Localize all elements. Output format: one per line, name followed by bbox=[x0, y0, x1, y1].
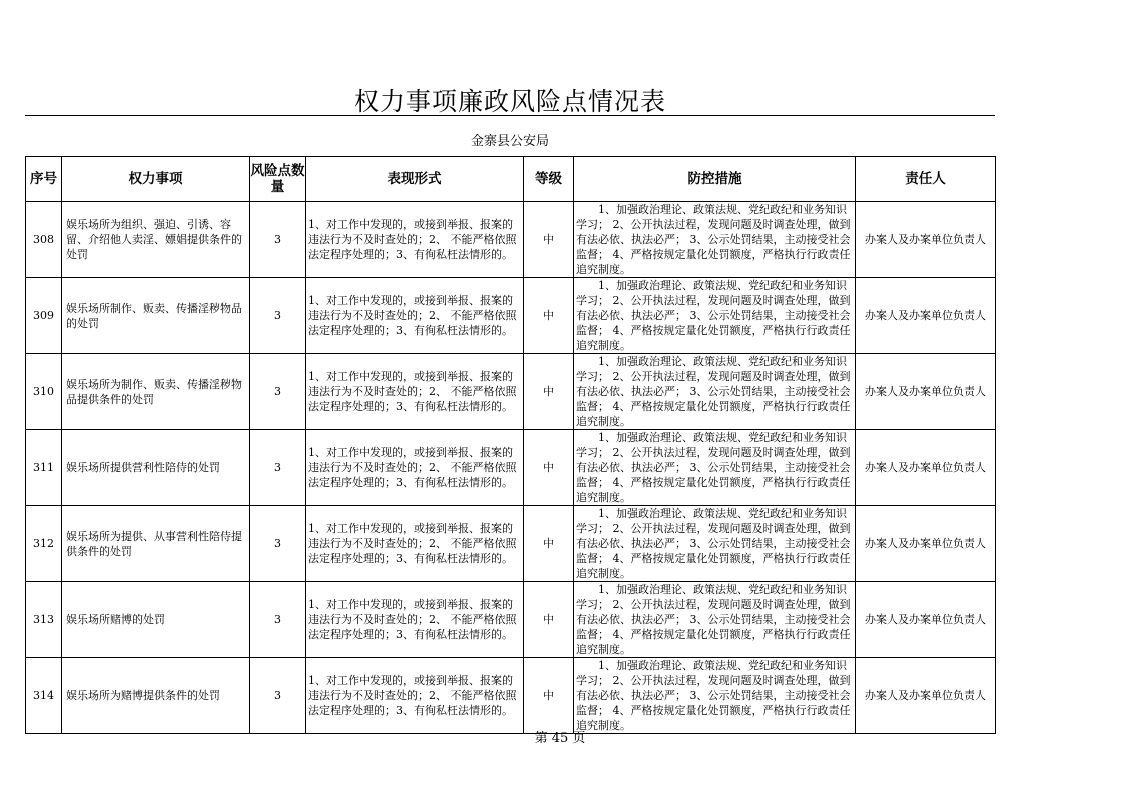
row-num: 312 bbox=[26, 506, 62, 582]
row-expression: 1、对工作中发现的，或接到举报、报案的违法行为不及时查处的；2、 不能严格依照法定程序处理的；3、有徇私枉法情形的。 bbox=[306, 658, 524, 734]
row-count: 3 bbox=[250, 506, 306, 582]
header-count: 风险点数量 bbox=[250, 157, 306, 202]
row-count: 3 bbox=[250, 430, 306, 506]
row-item: 娱乐场所为提供、从事营利性陪侍提供条件的处罚 bbox=[62, 506, 250, 582]
row-control: 1、加强政治理论、政策法规、党纪政纪和业务知识学习； 2、公开执法过程，发现问题及时调查处理，做到有法必依、执法必严； 3、公示处罚结果，主动接受社会监督； 4、严格按规定量化处罚额度，严格执行行政责任追究制度。 bbox=[574, 506, 856, 582]
header-responsible: 责任人 bbox=[856, 157, 996, 202]
header-num: 序号 bbox=[26, 157, 62, 202]
row-control: 1、加强政治理论、政策法规、党纪政纪和业务知识学习； 2、公开执法过程，发现问题及时调查处理，做到有法必依、执法必严； 3、公示处罚结果，主动接受社会监督； 4、严格按规定量化处罚额度，严格执行行政责任追究制度。 bbox=[574, 278, 856, 354]
row-count: 3 bbox=[250, 278, 306, 354]
header-control: 防控措施 bbox=[574, 157, 856, 202]
row-num: 311 bbox=[26, 430, 62, 506]
table-row bbox=[26, 506, 996, 582]
page-subtitle: 金寨县公安局 bbox=[470, 134, 549, 149]
page-number: 第 45 页 bbox=[534, 731, 586, 746]
row-control: 1、加强政治理论、政策法规、党纪政纪和业务知识学习； 2、公开执法过程，发现问题及时调查处理，做到有法必依、执法必严； 3、公示处罚结果，主动接受社会监督； 4、严格按规定量化处罚额度，严格执行行政责任追究制度。 bbox=[574, 202, 856, 278]
row-item: 娱乐场所为制作、贩卖、传播淫秽物品提供条件的处罚 bbox=[62, 354, 250, 430]
title-divider bbox=[25, 115, 995, 116]
row-responsible: 办案人及办案单位负责人 bbox=[856, 582, 996, 658]
table-row bbox=[26, 658, 996, 734]
row-num: 314 bbox=[26, 658, 62, 734]
row-expression: 1、对工作中发现的，或接到举报、报案的违法行为不及时查处的；2、 不能严格依照法定程序处理的；3、有徇私枉法情形的。 bbox=[306, 354, 524, 430]
row-level: 中 bbox=[524, 278, 574, 354]
row-control: 1、加强政治理论、政策法规、党纪政纪和业务知识学习； 2、公开执法过程，发现问题及时调查处理，做到有法必依、执法必严； 3、公示处罚结果，主动接受社会监督； 4、严格按规定量化处罚额度，严格执行行政责任追究制度。 bbox=[574, 582, 856, 658]
row-count: 3 bbox=[250, 354, 306, 430]
row-level: 中 bbox=[524, 506, 574, 582]
header-expression: 表现形式 bbox=[306, 157, 524, 202]
row-item: 娱乐场所制作、贩卖、传播淫秽物品的处罚 bbox=[62, 278, 250, 354]
row-expression: 1、对工作中发现的，或接到举报、报案的违法行为不及时查处的；2、 不能严格依照法定程序处理的；3、有徇私枉法情形的。 bbox=[306, 430, 524, 506]
row-responsible: 办案人及办案单位负责人 bbox=[856, 506, 996, 582]
table-header-row bbox=[26, 157, 996, 202]
row-expression: 1、对工作中发现的，或接到举报、报案的违法行为不及时查处的；2、 不能严格依照法定程序处理的；3、有徇私枉法情形的。 bbox=[306, 278, 524, 354]
page-title: 权力事项廉政风险点情况表 bbox=[353, 87, 666, 116]
row-num: 313 bbox=[26, 582, 62, 658]
header-level: 等级 bbox=[524, 157, 574, 202]
table-row bbox=[26, 202, 996, 278]
row-count: 3 bbox=[250, 582, 306, 658]
row-item: 娱乐场所提供营利性陪侍的处罚 bbox=[62, 430, 250, 506]
row-level: 中 bbox=[524, 430, 574, 506]
row-responsible: 办案人及办案单位负责人 bbox=[856, 658, 996, 734]
row-num: 310 bbox=[26, 354, 62, 430]
row-level: 中 bbox=[524, 582, 574, 658]
row-level: 中 bbox=[524, 354, 574, 430]
risk-table bbox=[25, 156, 996, 734]
table-row bbox=[26, 582, 996, 658]
row-item: 娱乐场所为赌博提供条件的处罚 bbox=[62, 658, 250, 734]
row-responsible: 办案人及办案单位负责人 bbox=[856, 202, 996, 278]
row-level: 中 bbox=[524, 202, 574, 278]
row-num: 309 bbox=[26, 278, 62, 354]
row-control: 1、加强政治理论、政策法规、党纪政纪和业务知识学习； 2、公开执法过程，发现问题及时调查处理，做到有法必依、执法必严； 3、公示处罚结果，主动接受社会监督； 4、严格按规定量化处罚额度，严格执行行政责任追究制度。 bbox=[574, 658, 856, 734]
row-count: 3 bbox=[250, 658, 306, 734]
row-control: 1、加强政治理论、政策法规、党纪政纪和业务知识学习； 2、公开执法过程，发现问题及时调查处理，做到有法必依、执法必严； 3、公示处罚结果，主动接受社会监督； 4、严格按规定量化处罚额度，严格执行行政责任追究制度。 bbox=[574, 430, 856, 506]
row-control: 1、加强政治理论、政策法规、党纪政纪和业务知识学习； 2、公开执法过程，发现问题及时调查处理，做到有法必依、执法必严； 3、公示处罚结果，主动接受社会监督； 4、严格按规定量化处罚额度，严格执行行政责任追究制度。 bbox=[574, 354, 856, 430]
row-expression: 1、对工作中发现的，或接到举报、报案的违法行为不及时查处的；2、 不能严格依照法定程序处理的；3、有徇私枉法情形的。 bbox=[306, 506, 524, 582]
row-item: 娱乐场所赌博的处罚 bbox=[62, 582, 250, 658]
table-row bbox=[26, 354, 996, 430]
row-level: 中 bbox=[524, 658, 574, 734]
row-responsible: 办案人及办案单位负责人 bbox=[856, 430, 996, 506]
row-num: 308 bbox=[26, 202, 62, 278]
row-expression: 1、对工作中发现的，或接到举报、报案的违法行为不及时查处的；2、 不能严格依照法定程序处理的；3、有徇私枉法情形的。 bbox=[306, 202, 524, 278]
row-expression: 1、对工作中发现的，或接到举报、报案的违法行为不及时查处的；2、 不能严格依照法定程序处理的；3、有徇私枉法情形的。 bbox=[306, 582, 524, 658]
row-responsible: 办案人及办案单位负责人 bbox=[856, 354, 996, 430]
row-count: 3 bbox=[250, 202, 306, 278]
row-responsible: 办案人及办案单位负责人 bbox=[856, 278, 996, 354]
table-row bbox=[26, 278, 996, 354]
table-row bbox=[26, 430, 996, 506]
row-item: 娱乐场所为组织、强迫、引诱、容留、介绍他人卖淫、嫖娼提供条件的处罚 bbox=[62, 202, 250, 278]
header-item: 权力事项 bbox=[62, 157, 250, 202]
